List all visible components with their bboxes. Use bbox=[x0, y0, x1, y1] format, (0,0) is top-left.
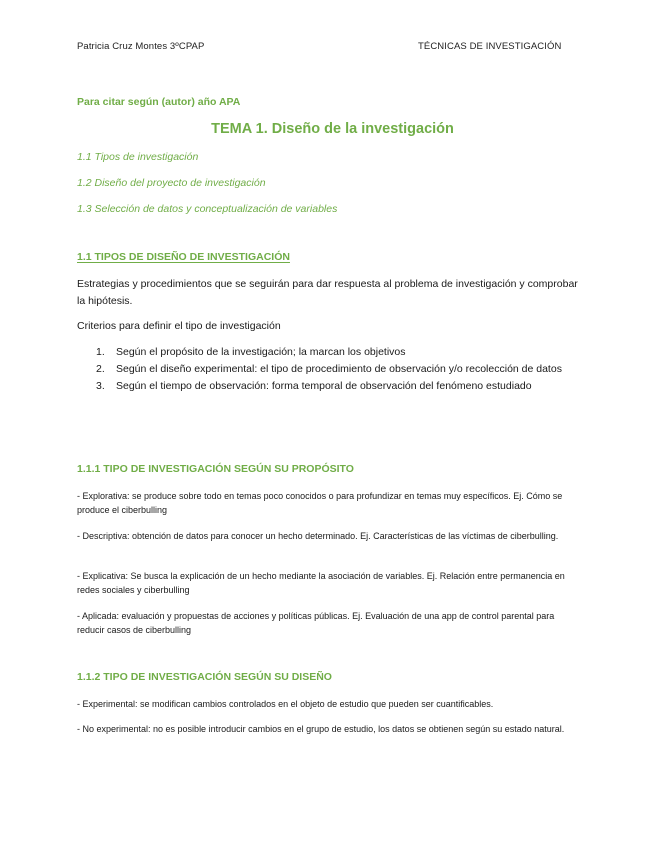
criteria-item-2 bbox=[96, 361, 576, 378]
section-heading-1-1-text: 1.1 TIPOS DE DISEÑO DE INVESTIGACIÓN bbox=[77, 251, 290, 263]
criteria-text: Según el diseño experimental: el tipo de procedimiento de observación y/o recolección de datos bbox=[116, 363, 562, 375]
section-1-1-intro: Estrategias y procedimientos que se seguirán para dar respuesta al problema de investigación y comprobar la hipótesis. bbox=[77, 278, 578, 307]
criteria-number: 3. bbox=[96, 380, 105, 392]
section-heading-1-1 bbox=[77, 251, 290, 263]
criteria-text: Según el tiempo de observación: forma temporal de observación del fenómeno estudiado bbox=[116, 380, 532, 392]
header-author: Patricia Cruz Montes 3ºCPAP bbox=[77, 41, 205, 52]
section-heading-1-1-1: 1.1.1 TIPO DE INVESTIGACIÓN SEGÚN SU PROPÓSITO bbox=[77, 463, 354, 475]
criteria-list bbox=[96, 344, 576, 395]
criteria-number: 1. bbox=[96, 346, 105, 358]
purpose-item-explorativa: - Explorativa: se produce sobre todo en temas poco conocidos o para profundizar en temas muy específicos. Ej. Cómo se produce el ciberbulling bbox=[77, 491, 563, 515]
design-item-no-experimental: - No experimental: no es posible introducir cambios en el grupo de estudio, los datos se obtienen según su estado natural. bbox=[77, 724, 565, 734]
design-item-experimental: - Experimental: se modifican cambios controlados en el objeto de estudio que pueden ser cuantificables. bbox=[77, 699, 494, 709]
criteria-text: Según el propósito de la investigación; la marcan los objetivos bbox=[116, 346, 406, 358]
toc-item-1: 1.1 Tipos de investigación bbox=[77, 151, 199, 163]
page-title: TEMA 1. Diseño de la investigación bbox=[211, 121, 454, 137]
criteria-item-1 bbox=[96, 344, 576, 361]
toc-item-2: 1.2 Diseño del proyecto de investigación bbox=[77, 177, 266, 189]
purpose-item-aplicada: - Aplicada: evaluación y propuestas de acciones y políticas públicas. Ej. Evaluación de una app de control parental para reducir casos de ciberbulling bbox=[77, 611, 555, 635]
criteria-label: Criterios para definir el tipo de investigación bbox=[77, 320, 281, 332]
purpose-item-descriptiva: - Descriptiva: obtención de datos para conocer un hecho determinado. Ej. Características de las víctimas de ciberbulling. bbox=[77, 531, 559, 541]
criteria-item-3 bbox=[96, 378, 576, 395]
section-heading-1-1-2: 1.1.2 TIPO DE INVESTIGACIÓN SEGÚN SU DISEÑO bbox=[77, 671, 332, 683]
cite-note: Para citar según (autor) año APA bbox=[77, 96, 241, 108]
purpose-item-explicativa: - Explicativa: Se busca la explicación de un hecho mediante la asociación de variables. Ej. Relación entre permanencia en redes sociales y ciberbulling bbox=[77, 571, 565, 595]
header-subject: TÉCNICAS DE INVESTIGACIÓN bbox=[418, 41, 562, 52]
toc-item-3: 1.3 Selección de datos y conceptualización de variables bbox=[77, 203, 338, 215]
criteria-number: 2. bbox=[96, 363, 105, 375]
